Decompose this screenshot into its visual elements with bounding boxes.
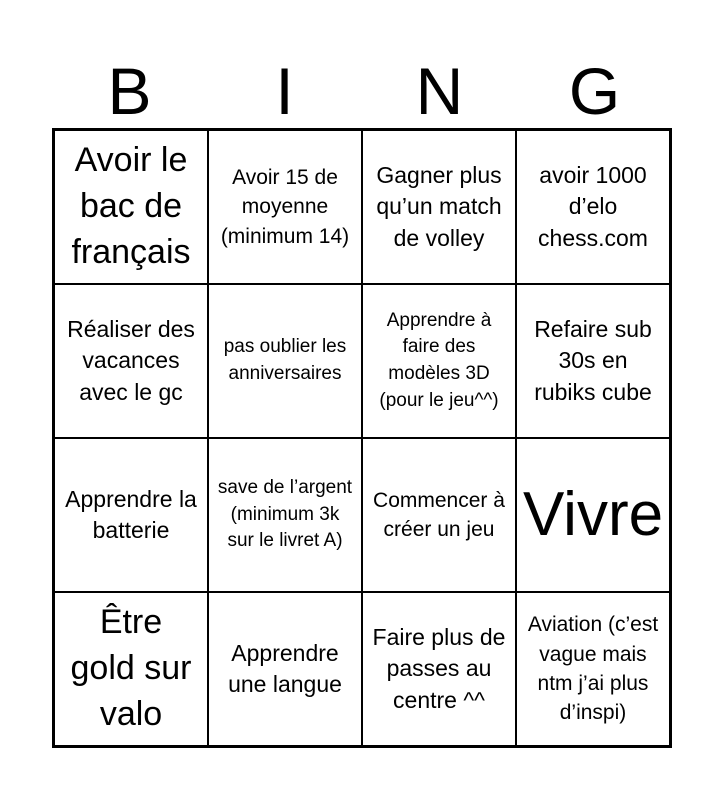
bingo-cell (54, 284, 208, 438)
bingo-cell (54, 130, 208, 284)
bingo-cell (208, 592, 362, 746)
bingo-cell (54, 438, 208, 592)
bingo-cell (362, 438, 516, 592)
bingo-cell (362, 130, 516, 284)
bingo-cell (362, 592, 516, 746)
header-letter-g: G (568, 54, 621, 128)
bingo-grid (52, 128, 672, 748)
cell-text: Avoir le bac de français (71, 141, 191, 271)
bingo-cell (208, 284, 362, 438)
cell-text: Gagner plus qu’un match de volley (376, 162, 502, 251)
cell-text: Apprendre la batterie (65, 485, 197, 543)
header-letter-b: B (107, 54, 152, 128)
cell-text: Vivre (522, 479, 664, 549)
cell-text: Apprendre une langue (228, 639, 342, 697)
cell-text: Avoir 15 de moyenne (minimum 14) (220, 165, 350, 248)
cell-text: Réaliser des vacances avec le gc (67, 316, 195, 405)
cell-text: Être gold sur valo (70, 603, 192, 733)
bingo-cell (208, 438, 362, 592)
cell-text: avoir 1000 d’elo chess.com (538, 162, 648, 251)
cell-text: Apprendre à faire des modèles 3D (pour le jeu^^) (379, 309, 499, 411)
cell-text: save de l’argent (minimum 3k sur le livret A) (217, 477, 353, 552)
cell-text: Aviation (c’est vague mais ntm j’ai plus d’inspi) (527, 613, 659, 725)
cell-text: pas oublier les anniversaires (223, 336, 347, 384)
bingo-cell (54, 592, 208, 746)
cell-text: Faire plus de passes au centre ^^ (372, 624, 506, 713)
bingo-cell (208, 130, 362, 284)
bingo-cell (516, 438, 670, 592)
bingo-header (52, 56, 672, 126)
bingo-cell (516, 592, 670, 746)
cell-text: Commencer à créer un jeu (373, 488, 505, 541)
header-letter-i: I (275, 54, 294, 128)
bingo-cell (516, 284, 670, 438)
bingo-cell (362, 284, 516, 438)
cell-text: Refaire sub 30s en rubiks cube (534, 316, 652, 405)
bingo-cell (516, 130, 670, 284)
header-letter-n: N (415, 54, 464, 128)
